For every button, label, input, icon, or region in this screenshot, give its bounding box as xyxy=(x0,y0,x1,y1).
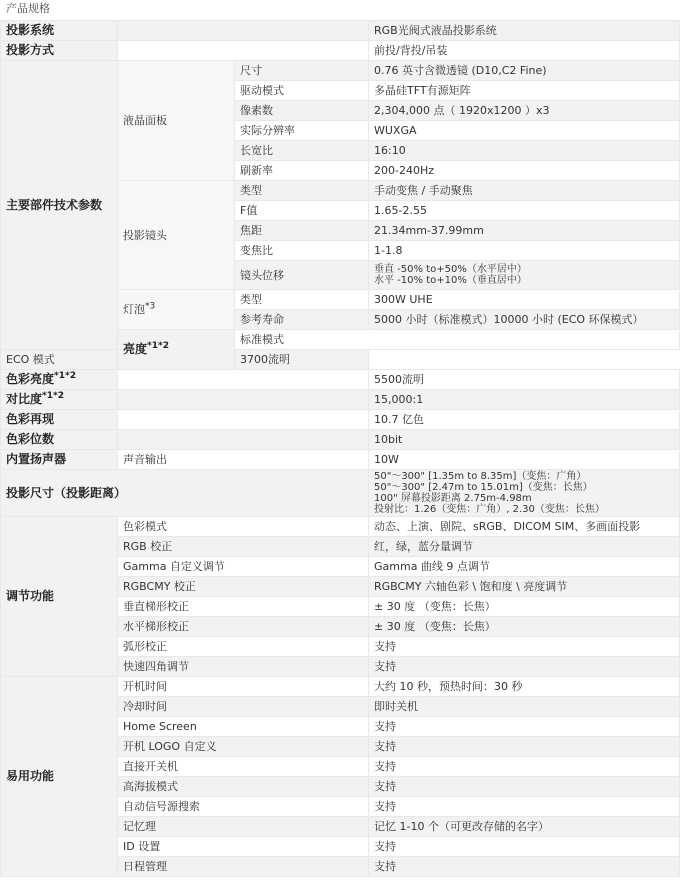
item-value: 支持 xyxy=(369,657,680,677)
item-label: 尺寸 xyxy=(235,61,369,81)
footnote-mark: *3 xyxy=(145,301,156,312)
item-value: 即时关机 xyxy=(369,697,680,717)
table-row xyxy=(1,470,680,517)
row-value: 10bit xyxy=(369,430,680,450)
item-value: 300W UHE xyxy=(369,290,680,310)
sub-label: 液晶面板 xyxy=(118,61,235,181)
item-value: 1.65-2.55 xyxy=(369,201,680,221)
item-label: 开机时间 xyxy=(118,677,369,697)
row-label: 内置扬声器 xyxy=(1,450,118,470)
table-row xyxy=(1,450,680,470)
item-label: 声音输出 xyxy=(118,450,369,470)
lens-shift-vertical: 垂直 -50% to+50%（水平居中） xyxy=(374,264,527,275)
item-label: 类型 xyxy=(235,181,369,201)
item-label: 长宽比 xyxy=(235,141,369,161)
item-label: 记忆理 xyxy=(118,817,369,837)
item-value: Gamma 曲线 9 点调节 xyxy=(369,557,680,577)
size-tele: 50"～300" [2.47m to 15.01m]（变焦：长焦） xyxy=(374,482,593,493)
table-row xyxy=(1,677,680,697)
item-value: 大约 10 秒，预热时间：30 秒 xyxy=(369,677,680,697)
item-label: ID 设置 xyxy=(118,837,369,857)
item-value: 3700流明 xyxy=(235,350,369,370)
item-label: 类型 xyxy=(235,290,369,310)
spec-table xyxy=(0,20,680,877)
item-label: 日程管理 xyxy=(118,857,369,877)
item-value: 红，绿，蓝分量调节 xyxy=(369,537,680,557)
item-value: 支持 xyxy=(369,737,680,757)
table-row xyxy=(1,41,680,61)
row-value: RGB光阀式液晶投影系统 xyxy=(369,21,680,41)
item-label: F值 xyxy=(235,201,369,221)
footnote-mark: *1*2 xyxy=(42,391,64,401)
row-label: 投影方式 xyxy=(1,41,118,61)
table-row xyxy=(1,410,680,430)
item-label: 高海拔模式 xyxy=(118,777,369,797)
item-value: 支持 xyxy=(369,777,680,797)
row-label: 投影系统 xyxy=(1,21,118,41)
row-label: 易用功能 xyxy=(1,677,118,877)
row-value: 前投/背投/吊装 xyxy=(369,41,680,61)
item-label: 标准模式 xyxy=(235,330,680,350)
item-value: 手动变焦 / 手动聚焦 xyxy=(369,181,680,201)
item-value: 多晶硅TFT有源矩阵 xyxy=(369,81,680,101)
item-label: 直接开关机 xyxy=(118,757,369,777)
table-row xyxy=(1,390,680,410)
item-label: 镜头位移 xyxy=(235,261,369,290)
row-value: 15,000:1 xyxy=(369,390,680,410)
row-label: 投影尺寸（投影距离） xyxy=(1,470,369,517)
sub-label: 投影镜头 xyxy=(118,181,235,290)
row-label: 主要部件技术参数 xyxy=(1,61,118,350)
item-label: 冷却时间 xyxy=(118,697,369,717)
table-row xyxy=(1,350,680,370)
row-value xyxy=(369,470,680,517)
row-value: 10W xyxy=(369,450,680,470)
item-value: 支持 xyxy=(369,637,680,657)
footnote-mark: *1*2 xyxy=(54,371,76,381)
table-row xyxy=(1,21,680,41)
item-value: 支持 xyxy=(369,797,680,817)
item-value: 2,304,000 点（ 1920x1200 ）x3 xyxy=(369,101,680,121)
table-row xyxy=(1,370,680,390)
item-value: 1-1.8 xyxy=(369,241,680,261)
item-value: 支持 xyxy=(369,717,680,737)
item-value: 支持 xyxy=(369,837,680,857)
item-label: 变焦比 xyxy=(235,241,369,261)
item-label: Gamma 自定义调节 xyxy=(118,557,369,577)
row-label: 调节功能 xyxy=(1,517,118,677)
item-label: 水平梯形校正 xyxy=(118,617,369,637)
row-value: 10.7 亿色 xyxy=(369,410,680,430)
item-label: 自动信号源搜索 xyxy=(118,797,369,817)
row-label: 对比度$^{*1*2}$ xyxy=(1,390,118,410)
item-value: ± 30 度 （变焦：长焦） xyxy=(369,597,680,617)
row-label: 色彩再现 xyxy=(1,410,118,430)
item-value: 200-240Hz xyxy=(369,161,680,181)
row-label: 色彩亮度$^{*1*2}$ xyxy=(1,370,118,390)
item-value: RGBCMY 六轴色彩 \ 饱和度 \ 亮度调节 xyxy=(369,577,680,597)
item-label: 实际分辨率 xyxy=(235,121,369,141)
item-label: RGBCMY 校正 xyxy=(118,577,369,597)
item-value: 16:10 xyxy=(369,141,680,161)
row-label: 色彩位数 xyxy=(1,430,118,450)
item-label: 像素数 xyxy=(235,101,369,121)
item-value: 21.34mm-37.99mm xyxy=(369,221,680,241)
item-label: RGB 校正 xyxy=(118,537,369,557)
table-row xyxy=(1,430,680,450)
item-label: Home Screen xyxy=(118,717,369,737)
row-value: 5500流明 xyxy=(369,370,680,390)
lens-shift-horizontal: 水平 -10% to+10%（垂直居中） xyxy=(374,275,527,286)
size-wide: 50"～300" [1.35m to 8.35m]（变焦：广角） xyxy=(374,471,587,482)
sub-label: 灯泡$^{*3}$ xyxy=(118,290,235,330)
item-value: 5000 小时（标准模式）10000 小时 (ECO 环保模式） xyxy=(369,310,680,330)
item-label: 色彩模式 xyxy=(118,517,369,537)
item-label: 快速四角调节 xyxy=(118,657,369,677)
item-label: ECO 模式 xyxy=(1,350,235,370)
item-value: 动态、上演、剧院、sRGB、DICOM SIM、多画面投影 xyxy=(369,517,680,537)
item-value xyxy=(369,261,680,290)
item-label: 刷新率 xyxy=(235,161,369,181)
throw-ratio: 投射比：1.26（变焦：广角）, 2.30（变焦：长焦） xyxy=(374,504,605,515)
item-label: 开机 LOGO 自定义 xyxy=(118,737,369,757)
table-row xyxy=(1,517,680,537)
table-row xyxy=(1,61,680,81)
row-label: 亮度$^{*1*2}$ xyxy=(118,330,235,370)
item-value: ± 30 度 （变焦：长焦） xyxy=(369,617,680,637)
item-label: 垂直梯形校正 xyxy=(118,597,369,617)
item-label: 驱动模式 xyxy=(235,81,369,101)
table-caption: 产品规格 xyxy=(6,2,50,15)
item-value: 0.76 英寸含微透镜 (D10,C2 Fine) xyxy=(369,61,680,81)
item-value: 支持 xyxy=(369,857,680,877)
item-value: WUXGA xyxy=(369,121,680,141)
item-label: 焦距 xyxy=(235,221,369,241)
size-100: 100" 屏幕投影距离 2.75m-4.98m xyxy=(374,493,532,504)
footnote-mark: *1*2 xyxy=(147,341,169,351)
item-label: 弧形校正 xyxy=(118,637,369,657)
item-value: 支持 xyxy=(369,757,680,777)
item-label: 参考寿命 xyxy=(235,310,369,330)
item-value: 记忆 1-10 个（可更改存储的名字） xyxy=(369,817,680,837)
